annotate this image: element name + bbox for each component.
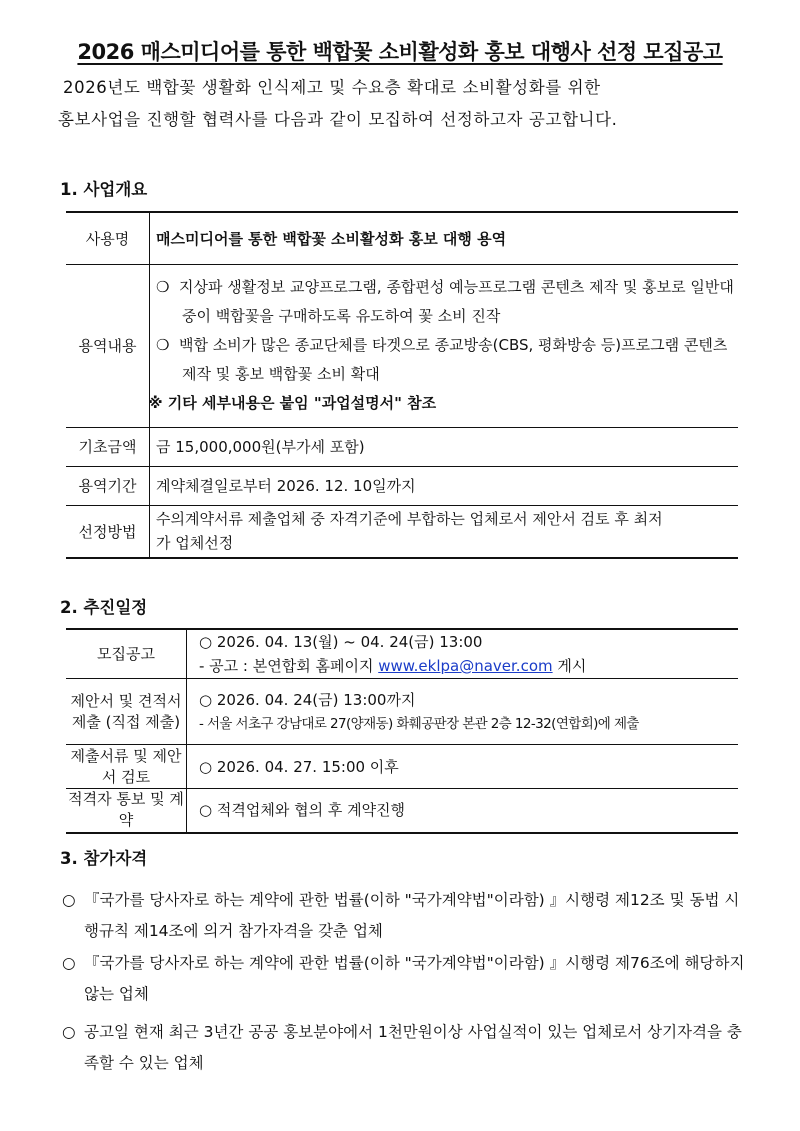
schedule-label-4: 적격자 통보 및 계약 — [66, 789, 187, 833]
schedule-line — [199, 654, 738, 678]
name-value: 매스미디어를 통한 백합꽃 소비활성화 홍보 대행 용역 — [150, 212, 739, 264]
schedule-label-3: 제출서류 및 제안서 검토 — [66, 745, 187, 789]
eligibility-item-1 — [62, 885, 752, 947]
schedule-value-3: ○ 2026. 04. 27. 15:00 이후 — [187, 745, 739, 789]
intro-line-2: 홍보사업을 진행할 협력사를 다음과 같이 모집하여 선정하고자 공고합니다. — [58, 110, 618, 129]
content-note: ※ 기타 세부내용은 붙임 "과업설명서" 참조 — [148, 394, 437, 412]
bullet-mark: ❍ — [156, 278, 170, 296]
eligibility-item-3 — [62, 1017, 752, 1079]
budget-label: 기초금액 — [66, 427, 150, 466]
content-bullet-2 — [156, 331, 738, 389]
schedule-value-1 — [187, 629, 739, 679]
bullet-mark: ○ — [62, 1023, 76, 1041]
schedule-line: - 서울 서초구 강남대로 27(양재동) 화훼공판장 본관 2층 12-32(연합회)에 제출 — [199, 715, 639, 732]
method-value: 수의계약서류 제출업체 중 자격기준에 부합하는 업체로서 제안서 검토 후 최저가 업체선정 — [150, 505, 739, 558]
table-row — [66, 427, 738, 466]
homepage-link[interactable]: www.eklpa@naver.com — [378, 657, 553, 675]
eligibility-item-2 — [62, 948, 752, 1010]
schedule-table — [66, 628, 738, 834]
table-row — [66, 679, 738, 745]
budget-value: 금 15,000,000원(부가세 포함) — [150, 427, 739, 466]
section-2-heading: 2. 추진일정 — [60, 598, 148, 617]
bullet-mark: ○ — [62, 954, 76, 972]
page-title — [0, 36, 800, 66]
period-value: 계약체결일로부터 2026. 12. 10일까지 — [150, 466, 739, 505]
period-label: 용역기간 — [66, 466, 150, 505]
table-row — [66, 264, 738, 427]
intro-line-1: 2026년도 백합꽃 생활화 인식제고 및 수요층 확대로 소비활성화를 위한 — [63, 78, 601, 97]
schedule-line: ○ 2026. 04. 24(금) 13:00까지 — [199, 690, 416, 709]
overview-table — [66, 211, 738, 559]
table-row — [66, 505, 738, 558]
bullet-text: 지상파 생활정보 교양프로그램, 종합편성 예능프로그램 콘텐츠 제작 및 홍보로 일반대중이 백합꽃을 구매하도록 유도하여 꽃 소비 진작 — [179, 278, 734, 325]
schedule-label-2: 제안서 및 견적서제출 (직접 제출) — [66, 679, 187, 745]
bullet-mark: ○ — [62, 891, 76, 909]
title-text: 2026 매스미디어를 통한 백합꽃 소비활성화 홍보 대행사 선정 모집공고 — [77, 40, 723, 64]
schedule-text: - 공고 : 본연합회 홈페이지 — [199, 657, 379, 675]
section-3-heading: 3. 참가자격 — [60, 849, 148, 868]
schedule-label-1: 모집공고 — [66, 629, 187, 679]
schedule-line: ○ 2026. 04. 13(월) ~ 04. 24(금) 13:00 — [199, 633, 483, 651]
section-1-heading: 1. 사업개요 — [60, 180, 148, 199]
schedule-value-2 — [187, 679, 739, 745]
name-label: 사용명 — [66, 212, 150, 264]
table-row — [66, 629, 738, 679]
intro-paragraph — [58, 72, 748, 136]
eligibility-text: 공고일 현재 최근 3년간 공공 홍보분야에서 1천만원이상 사업실적이 있는 업체로서 상기자격을 충족할 수 있는 업체 — [84, 1023, 742, 1072]
method-label: 선정방법 — [66, 505, 150, 558]
bullet-mark: ❍ — [156, 336, 170, 354]
schedule-text: 게시 — [552, 657, 587, 675]
table-row — [66, 466, 738, 505]
table-row — [66, 745, 738, 789]
eligibility-text: 『국가를 당사자로 하는 계약에 관한 법률(이하 "국가계약법"이라함) 』시행령 제76조에 해당하지 않는 업체 — [84, 954, 745, 1003]
schedule-value-4: ○ 적격업체와 협의 후 계약진행 — [187, 789, 739, 833]
table-row — [66, 212, 738, 264]
content-bullet-1 — [156, 273, 738, 331]
table-row — [66, 789, 738, 833]
eligibility-text: 『국가를 당사자로 하는 계약에 관한 법률(이하 "국가계약법"이라함) 』시행령 제12조 및 동법 시행규칙 제14조에 의거 참가자격을 갖춘 업체 — [84, 891, 740, 940]
bullet-text: 백합 소비가 많은 종교단체를 타겟으로 종교방송(CBS, 평화방송 등)프로그램 콘텐츠 제작 및 홍보 백합꽃 소비 확대 — [179, 336, 728, 383]
content-value — [150, 264, 739, 427]
content-label: 용역내용 — [66, 264, 150, 427]
